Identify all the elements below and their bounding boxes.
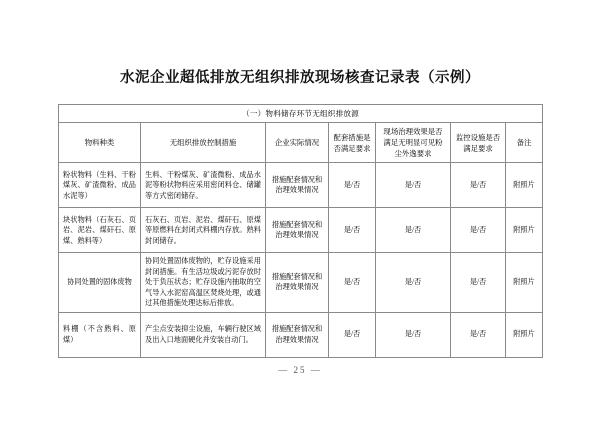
cell-treatment-effect: 是/否 xyxy=(376,253,451,312)
cell-monitoring-facility: 是/否 xyxy=(451,208,506,253)
inspection-record-table xyxy=(58,104,543,358)
cell-material-type: 块状物料（石灰石、页岩、泥岩、煤矸石、原煤、熟料等） xyxy=(59,208,141,253)
table-section-header-row xyxy=(59,105,543,123)
cell-material-type: 料棚（不含熟料、原煤） xyxy=(59,312,141,357)
page-number: — 25 — xyxy=(278,365,322,375)
table-row xyxy=(59,163,543,208)
column-header-actual-situation: 企业实际情况 xyxy=(266,123,329,163)
column-header-supporting-measure: 配套措施是否满足要求 xyxy=(329,123,376,163)
cell-remark: 附照片 xyxy=(506,312,543,357)
cell-supporting-measure: 是/否 xyxy=(329,312,376,357)
section-header-cell: （一）物料储存环节无组织排放源 xyxy=(59,105,543,123)
page-title: 水泥企业超低排放无组织排放现场核查记录表（示例） xyxy=(120,70,480,86)
cell-monitoring-facility: 是/否 xyxy=(451,163,506,208)
cell-actual-situation: 措施配套情况和治理效果情况 xyxy=(266,253,329,312)
cell-supporting-measure: 是/否 xyxy=(329,253,376,312)
cell-control-measure: 产尘点安装抑尘设施，车辆行驶区域及出入口地面硬化并安装自动门。 xyxy=(141,312,266,357)
cell-monitoring-facility: 是/否 xyxy=(451,253,506,312)
cell-material-type: 协同处置的固体废物 xyxy=(59,253,141,312)
cell-treatment-effect: 是/否 xyxy=(376,208,451,253)
cell-remark: 附照片 xyxy=(506,208,543,253)
column-header-treatment-effect: 现场治理效果是否满足无明显可见粉尘外逸要求 xyxy=(376,123,451,163)
column-header-material-type: 物料种类 xyxy=(59,123,141,163)
cell-treatment-effect: 是/否 xyxy=(376,312,451,357)
cell-remark: 附照片 xyxy=(506,253,543,312)
cell-control-measure: 生料、干粉煤灰、矿渣微粉、成品水泥等粉状物料应采用密闭料仓、储罐等方式密闭储存。 xyxy=(141,163,266,208)
column-header-remark: 备注 xyxy=(506,123,543,163)
cell-actual-situation: 措施配套情况和治理效果情况 xyxy=(266,208,329,253)
inspection-record-table-wrapper xyxy=(58,104,542,358)
cell-treatment-effect: 是/否 xyxy=(376,163,451,208)
cell-monitoring-facility: 是/否 xyxy=(451,312,506,357)
table-row xyxy=(59,208,543,253)
table-row xyxy=(59,253,543,312)
cell-actual-situation: 措施配套情况和治理效果情况 xyxy=(266,312,329,357)
cell-control-measure: 协同处置固体废物的，贮存设施采用封闭措施。有生活垃圾或污泥存放时处于负压状态；贮存设施内抽取的空气导入水泥窑高温区焚烧处理，或通过其他措施处理达标后排放。 xyxy=(141,253,266,312)
table-row xyxy=(59,312,543,357)
cell-remark: 附照片 xyxy=(506,163,543,208)
cell-material-type: 粉状物料（生料、干粉煤灰、矿渣微粉、成品水泥等） xyxy=(59,163,141,208)
column-header-control-measure: 无组织排放控制措施 xyxy=(141,123,266,163)
cell-actual-situation: 措施配套情况和治理效果情况 xyxy=(266,163,329,208)
cell-control-measure: 石灰石、页岩、泥岩、煤矸石、原煤等原燃料在封闭式料棚内存放。熟料封闭储存。 xyxy=(141,208,266,253)
column-header-monitoring-facility: 监控设施是否满足要求 xyxy=(451,123,506,163)
table-header-row xyxy=(59,123,543,163)
cell-supporting-measure: 是/否 xyxy=(329,208,376,253)
cell-supporting-measure: 是/否 xyxy=(329,163,376,208)
